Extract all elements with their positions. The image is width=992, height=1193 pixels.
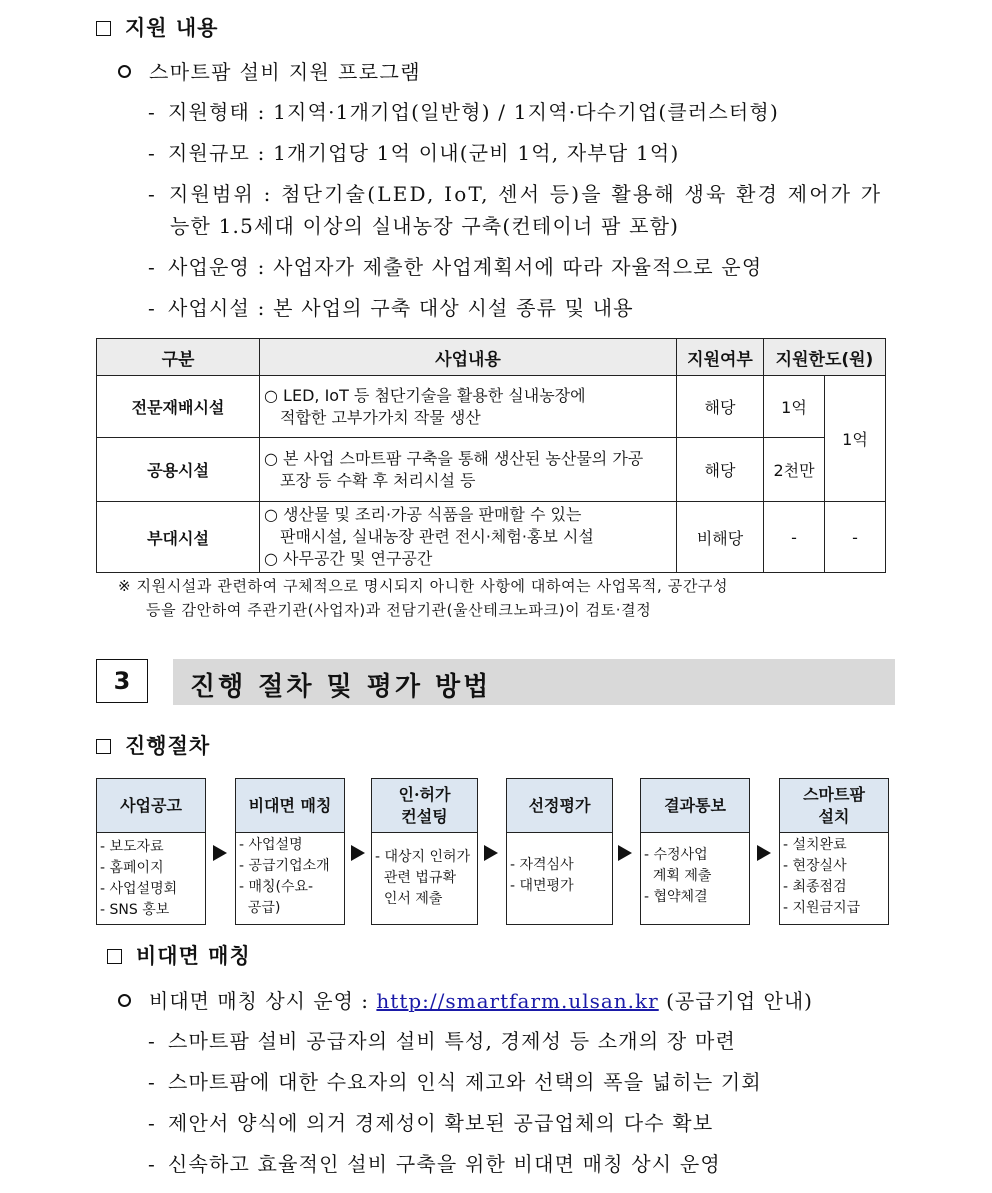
facility-table (96, 338, 886, 573)
table-row (97, 376, 886, 438)
step-title: 비대면 매칭 (236, 779, 344, 833)
header-eligible: 지원여부 (677, 339, 764, 376)
circle-bullet-icon (118, 65, 131, 78)
matching-lead: 비대면 매칭 상시 운영 : http://smartfarm.ulsan.kr (공급기업 안내) (118, 985, 813, 1014)
matching-heading: 비대면 매칭 (107, 940, 251, 970)
row-eligible: 해당 (677, 376, 764, 438)
support-heading: 지원 내용 (96, 12, 218, 42)
table-row (97, 438, 886, 502)
checkbox-square-icon (96, 739, 111, 754)
step-title: 선정평가 (507, 779, 612, 833)
step-body: - 보도자료 - 홈페이지 - 사업설명회 - SNS 홍보 (100, 839, 178, 918)
row-category: 공용시설 (97, 438, 260, 502)
program-line: 스마트팜 설비 지원 프로그램 (118, 56, 421, 85)
matching-bullet: - 스마트팜 설비 공급자의 설비 특성, 경제성 등 소개의 장 마련 (148, 1029, 737, 1053)
support-bullet: - 사업운영 : 사업자가 제출한 사업계획서에 따라 자율적으로 운영 (148, 255, 763, 279)
section-title: 진행 절차 및 평가 방법 (190, 672, 492, 702)
row-eligible: 해당 (677, 438, 764, 502)
step-title: 스마트팜 설치 (780, 779, 888, 833)
matching-bullet: - 스마트팜에 대한 수요자의 인식 제고와 선택의 폭을 넓히는 기회 (148, 1070, 762, 1094)
support-bullet: - 지원범위 : 첨단기술(LED, IoT, 센서 등)을 활용해 생육 환경 제어가 가 (148, 182, 883, 206)
step-body: - 수정사업 계획 제출 - 협약체결 (644, 847, 712, 905)
process-step-evaluation (506, 778, 613, 925)
process-step-installation (779, 778, 889, 925)
process-heading: 진행절차 (96, 730, 210, 760)
step-title: 사업공고 (97, 779, 205, 833)
row-category: 전문재배시설 (97, 376, 260, 438)
checkbox-square-icon (96, 21, 111, 36)
support-bullet-continuation: 능한 1.5세대 이상의 실내농장 구축(컨테이너 팜 포함) (170, 214, 680, 238)
checkbox-square-icon (107, 949, 122, 964)
process-step-announcement (96, 778, 206, 925)
note-line-2: 등을 감안하여 주관기관(사업자)과 전담기관(울산테크노파크)이 검토·결정 (146, 601, 652, 619)
row-limit: 1억 (764, 376, 825, 438)
process-step-consulting (371, 778, 478, 925)
step-title: 인·허가 컨설팅 (372, 779, 477, 833)
note-line-1: ※ 지원시설과 관련하여 구체적으로 명시되지 아니한 사항에 대하여는 사업목적, 공간구성 (118, 577, 729, 595)
circle-bullet-icon (118, 994, 131, 1007)
row-total: - (825, 502, 886, 573)
step-body: - 사업설명 - 공급기업소개 - 매칭(수요- 공급) (239, 837, 330, 916)
arrow-right-icon (213, 845, 227, 861)
row-content: ○ 생산물 및 조리·가공 식품을 판매할 수 있는 판매시설, 실내농장 관련 전시·체험·홍보 시설 ○ 사무공간 및 연구공간 (260, 502, 677, 573)
row-content: ○ 본 사업 스마트팜 구축을 통해 생산된 농산물의 가공 포장 등 수확 후 처리시설 등 (260, 438, 677, 502)
step-body: - 대상지 인허가 관련 법규확 인서 제출 (375, 849, 471, 907)
row-limit: 2천만 (764, 438, 825, 502)
arrow-right-icon (757, 845, 771, 861)
header-category: 구분 (97, 339, 260, 376)
table-row (97, 502, 886, 573)
process-step-notification (640, 778, 750, 925)
row-content: ○ LED, IoT 등 첨단기술을 활용한 실내농장에 적합한 고부가가치 작물 생산 (260, 376, 677, 438)
arrow-right-icon (484, 845, 498, 861)
support-bullet: - 사업시설 : 본 사업의 구축 대상 시설 종류 및 내용 (148, 296, 634, 320)
header-content: 사업내용 (260, 339, 677, 376)
matching-bullet: - 신속하고 효율적인 설비 구축을 위한 비대면 매칭 상시 운영 (148, 1152, 721, 1176)
merged-total: 1억 (825, 376, 886, 502)
arrow-right-icon (351, 845, 365, 861)
arrow-right-icon (618, 845, 632, 861)
table-header-row (97, 339, 886, 376)
row-limit: - (764, 502, 825, 573)
support-bullet: - 지원규모 : 1개기업당 1억 이내(군비 1억, 자부담 1억) (148, 141, 680, 165)
step-body: - 자격심사 - 대면평가 (510, 857, 574, 894)
section-number: 3 (96, 659, 148, 703)
step-body: - 설치완료 - 현장실사 - 최종점검 - 지원금지급 (783, 837, 861, 916)
header-limit: 지원한도(원) (764, 339, 886, 376)
smartfarm-link[interactable]: http://smartfarm.ulsan.kr (376, 989, 659, 1013)
row-eligible: 비해당 (677, 502, 764, 573)
support-bullet: - 지원형태 : 1지역·1개기업(일반형) / 1지역·다수기업(클러스터형) (148, 100, 779, 124)
process-step-matching (235, 778, 345, 925)
row-category: 부대시설 (97, 502, 260, 573)
step-title: 결과통보 (641, 779, 749, 833)
matching-bullet: - 제안서 양식에 의거 경제성이 확보된 공급업체의 다수 확보 (148, 1111, 714, 1135)
